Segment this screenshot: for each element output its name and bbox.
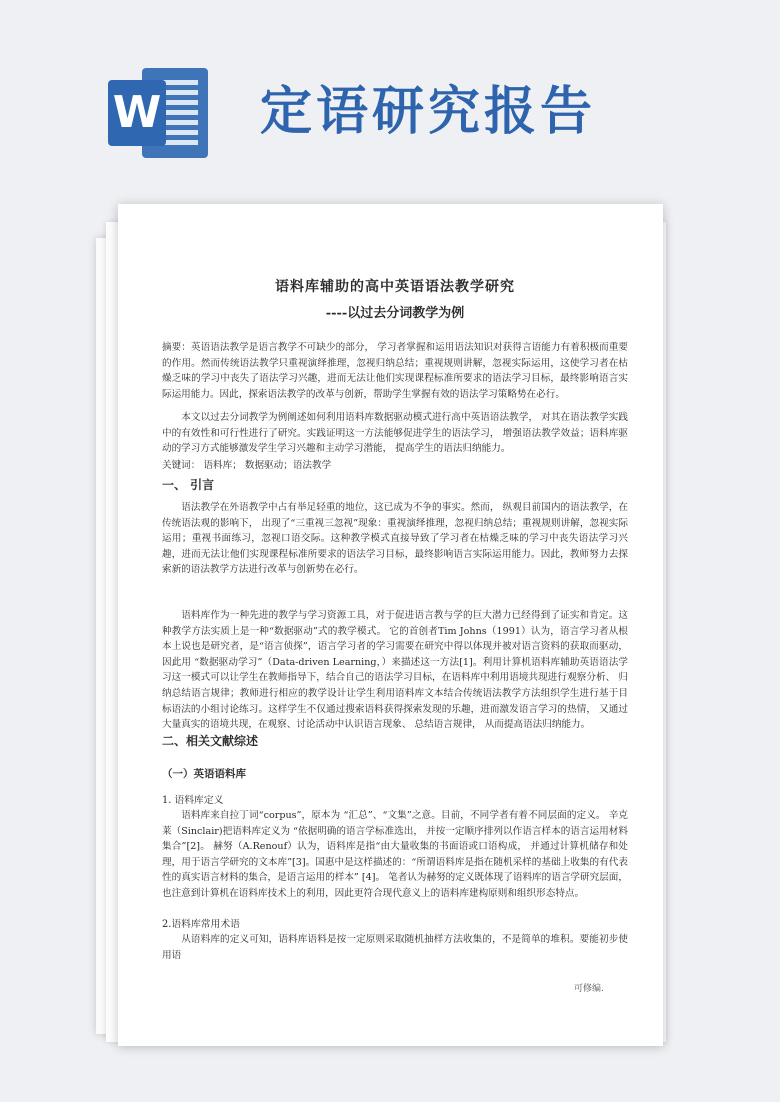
abstract-paragraph-2: 本文以过去分词教学为例阐述如何利用语料库数据驱动模式进行高中英语语法教学， 对其在语法教学实践中的有效性和可行性进行了研究。实践证明这一方法能够促进学生的语法学习， 增强语法教学效益；语料库驱动的学习方式能够激发学生学习兴趣和主动学习潜能， 提高学生的语法归纳能力。 — [162, 412, 628, 455]
intro-paragraph-1: 语法教学在外语教学中占有举足轻重的地位，这已成为不争的事实。然而， 纵观目前国内的语法教学，在传统语法观的影响下， 出现了“三重视三忽视”现象：重视演绎推理，忽视归纳总结；重视规则讲解，忽视实际运用；重视书面练习，忽视口语交际。这种教学模式直接导致了学习者在枯燥乏味的学习中丧失语法学习兴趣，进而无法让他们实现课程标准所要求的语法学习目标，最终影响语言实际运用能力。因此，教师努力去探索新的语法教学方法进行改革与创新势在必行。 — [162, 502, 628, 576]
document-title: 语料库辅助的高中英语语法教学研究 — [275, 279, 515, 295]
banner-title: 定语研究报告 — [260, 82, 597, 142]
section-heading-intro: 一、 引言 — [162, 478, 215, 492]
document-page — [118, 204, 663, 1046]
subsubsection-heading-definition: 1. 语料库定义 — [162, 795, 224, 806]
terms-paragraph: 从语料库的定义可知，语料库语料是按一定原则采取随机抽样方法收集的，不是简单的堆积。要能初步使用语 — [162, 934, 628, 961]
document-subtitle: ----以过去分词教学为例 — [325, 306, 465, 321]
section-heading-literature: 二、相关文献综述 — [162, 734, 259, 748]
abstract-paragraph: 摘要：英语语法教学是语言教学不可缺少的部分， 学习者掌握和运用语法知识对获得言语能力有着积极而重要的作用。然而传统语法教学只重视演绎推理，忽视归纳总结；重视规则讲解，忽视实际运用，这使学习者在枯燥乏味的学习中丧失了语法学习兴趣，进而无法让他们实现课程标准所要求的语法学习目标，最终影响语言实际运用能力。因此，探索语法教学的改革与创新，帮助学生掌握有效的语法学习策略势在必行。 — [162, 342, 628, 400]
word-icon — [108, 68, 210, 158]
intro-paragraph-2: 语料库作为一种先进的教学与学习资源工具，对于促进语言教与学的巨大潜力已经得到了证实和肯定。这种教学方法实质上是一种“数据驱动”式的教学模式。 它的首创者Tim Johns（1991）认为，语言学习者从根本上说也是研究者，是“语言侦探”，语言学习者的学习需要在研究中得以体现并被对语言资料的获取而驱动，因此用 “数据驱动学习”（Data-driven Learning，）来描述这一方法[1]。利用计算机语料库辅助英语语法学习这一模式可以让学生在教师指导下，结合自己的语法学习目标，在语料库中利用语境共现进行观察分析、 归纳总结语言规律；教师进行相应的教学设计让学生利用语料库文本结合传统语法教学方法组织学生进行基于目标语法的小组讨论练习。这样学生不仅通过搜索语料获得探索发现的乐趣，进而激发语言学习的热情， 又通过大量真实的语境共现，在观察、讨论活动中认识语言现象、 总结语言规律， 从而提高语法归纳能力。 — [162, 610, 628, 731]
subsection-heading-corpus: （一）英语语料库 — [162, 768, 246, 780]
footer-note: 可修编. — [574, 984, 604, 994]
word-logo-letter: W — [108, 80, 166, 146]
definition-paragraph: 语料库来自拉丁词“corpus”，原本为 “汇总”、“文集”之意。目前，不同学者有着不同层面的定义。 辛克莱（Sinclair)把语料库定义为 “依据明确的语言学标准选出， 并按一定顺序排列以作语言样本的语言运用材料集合”[2]。 赫努（A.Renouf）认为，语料库是指“由大量收集的书面语或口语构成， 并通过计算机储存和处理，用于语言学研究的文本库”[3]。国惠中是这样描述的：“所谓语料库是指在随机采样的基础上收集的有代表性的真实语言材料的集合，是语言运用的样本” [4]。 笔者认为赫努的定义既体现了语料库的语言学研究层面， 也注意到计算机在语料库技术上的利用，因此更符合现代意义上的语料库建构原则和组织形态特点。 — [162, 810, 628, 899]
header-banner — [0, 0, 780, 200]
keywords: 关键词： 语料库； 数据驱动；语法教学 — [162, 460, 332, 471]
subsubsection-heading-terms: 2.语料库常用术语 — [162, 919, 240, 930]
